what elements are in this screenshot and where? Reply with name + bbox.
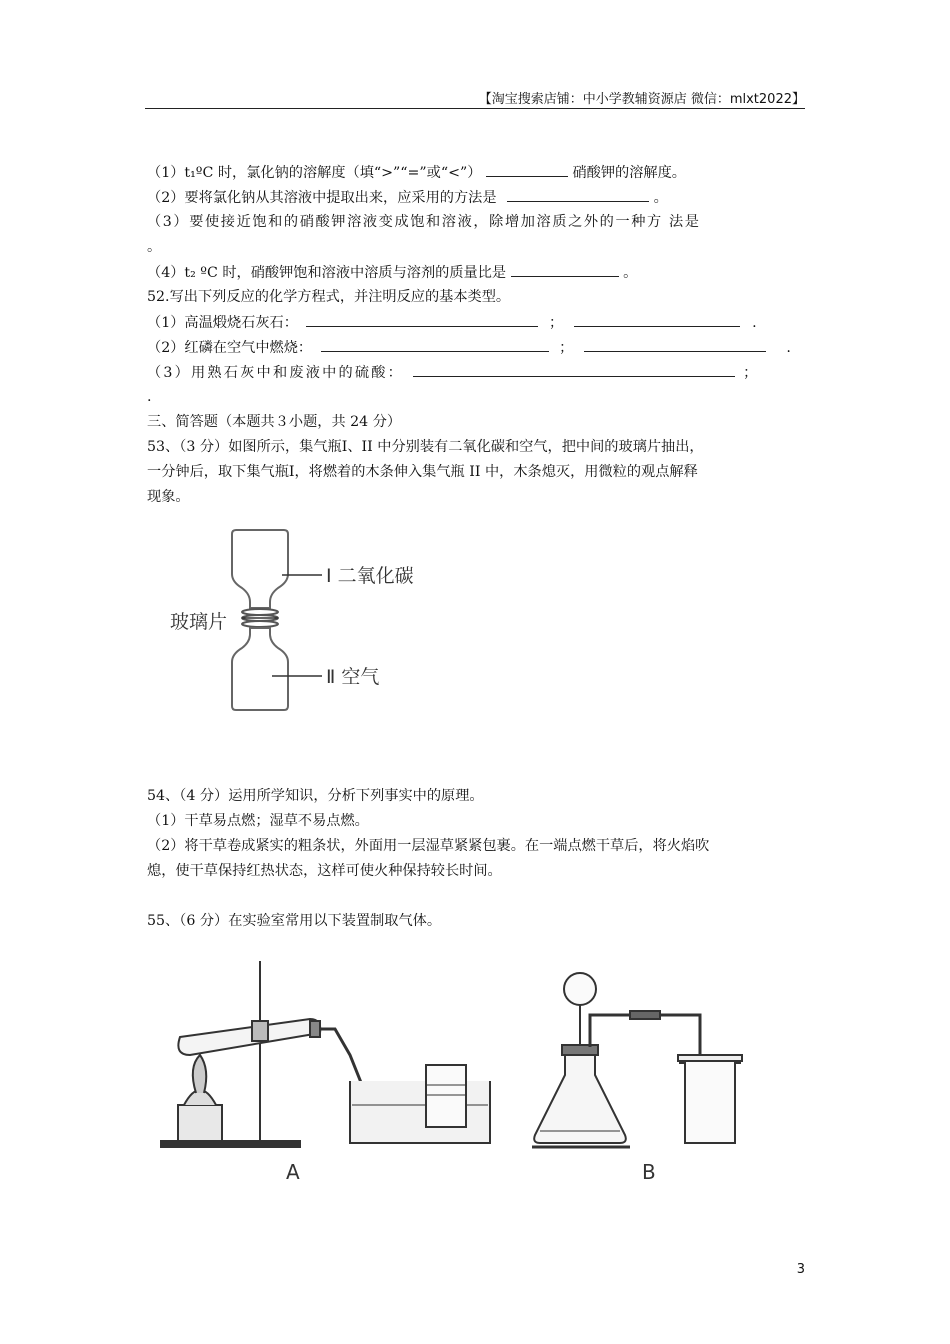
q53-line2: 一分钟后，取下集气瓶Ⅰ，将燃着的木条伸入集气瓶 II 中，木条熄灭，用微粒的观点解释 xyxy=(147,464,698,480)
q51-part4-tail: 。 xyxy=(623,265,638,281)
answer-blank[interactable] xyxy=(511,262,619,277)
q52-semicolon: ； xyxy=(743,365,758,381)
q52-part3 xyxy=(147,362,757,383)
q52-part1-text: （1）高温煅烧石灰石： xyxy=(147,315,298,331)
q52-period: . xyxy=(752,315,757,331)
q52-part2 xyxy=(147,337,791,358)
q52-period: . xyxy=(786,340,791,356)
label-co2: Ⅰ 二氧化碳 xyxy=(326,565,414,587)
q51-part1 xyxy=(147,162,686,183)
label-glass-plate: 玻璃片 xyxy=(170,611,228,633)
answer-blank[interactable] xyxy=(486,162,568,177)
section3-title: 三、简答题（本题共３小题，共 24 分） xyxy=(147,414,402,430)
label-apparatus-b: B xyxy=(642,1160,656,1184)
q54-title: 54、（4 分）运用所学知识，分析下列事实中的原理。 xyxy=(147,788,484,804)
q54-part1: （1）干草易点燃；湿草不易点燃。 xyxy=(147,813,369,829)
q51-part2-text: （2）要将氯化钠从其溶液中提取出来，应采用的方法是 xyxy=(147,190,497,206)
q51-part3 xyxy=(147,212,701,232)
q52-part3-text: （3）用熟石灰中和废液中的硫酸： xyxy=(147,365,405,381)
q51-part1-text: （1）t₁ºC 时，氯化钠的溶解度（填“>”“=”或“<”） xyxy=(147,165,482,181)
apparatus-a xyxy=(160,961,490,1147)
answer-blank[interactable] xyxy=(321,337,549,352)
answer-blank[interactable] xyxy=(413,362,735,377)
gas-bottle-figure xyxy=(160,522,460,726)
q54-part2-line2: 熄，使干草保持红热状态，这样可使火种保持较长时间。 xyxy=(147,863,502,879)
q51-part3-text: （3）要使接近饱和的硝酸钾溶液变成饱和溶液，除增加溶质之外的一种方 法是 xyxy=(147,214,701,230)
apparatus-figure xyxy=(160,955,760,1199)
q52-part3-end: . xyxy=(147,389,152,405)
bottle-top xyxy=(232,530,288,608)
q52-part1 xyxy=(147,312,757,333)
page-number: 3 xyxy=(796,1262,805,1277)
header-rule xyxy=(145,108,805,109)
bottle-bottom xyxy=(232,628,288,710)
header-text: 【淘宝搜索店铺：中小学教辅资源店 微信：mlxt2022】 xyxy=(478,92,805,107)
label-apparatus-a: A xyxy=(286,1160,300,1184)
answer-blank[interactable] xyxy=(574,312,740,327)
q51-part4-text: （4）t₂ ºC 时，硝酸钾饱和溶液中溶质与溶剂的质量比是 xyxy=(147,265,507,281)
label-air: Ⅱ 空气 xyxy=(326,666,380,688)
q53-line3: 现象。 xyxy=(147,489,190,505)
q51-part2-tail: 。 xyxy=(653,190,668,206)
apparatus-b xyxy=(532,973,742,1147)
q51-part1-tail: 硝酸钾的溶解度。 xyxy=(572,165,686,181)
answer-blank[interactable] xyxy=(306,312,538,327)
q52-semicolon: ； xyxy=(548,315,564,331)
q55-title: 55、（6 分）在实验室常用以下装置制取气体。 xyxy=(147,913,442,929)
q51-part3-end: 。 xyxy=(147,239,162,255)
q51-part4 xyxy=(147,262,637,283)
q52-part2-text: （2）红磷在空气中燃烧： xyxy=(147,340,313,356)
q52-semicolon: ； xyxy=(559,340,574,356)
q51-part2 xyxy=(147,187,668,208)
answer-blank[interactable] xyxy=(507,187,649,202)
q54-part2-line1: （2）将干草卷成紧实的粗条状，外面用一层湿草紧紧包裹。在一端点燃干草后，将火焰吹 xyxy=(147,838,710,854)
q52-title: 52.写出下列反应的化学方程式，并注明反应的基本类型。 xyxy=(147,289,511,305)
answer-blank[interactable] xyxy=(584,337,766,352)
q53-line1: 53、（3 分）如图所示，集气瓶Ⅰ、II 中分别装有二氧化碳和空气，把中间的玻璃片抽出， xyxy=(147,439,704,455)
